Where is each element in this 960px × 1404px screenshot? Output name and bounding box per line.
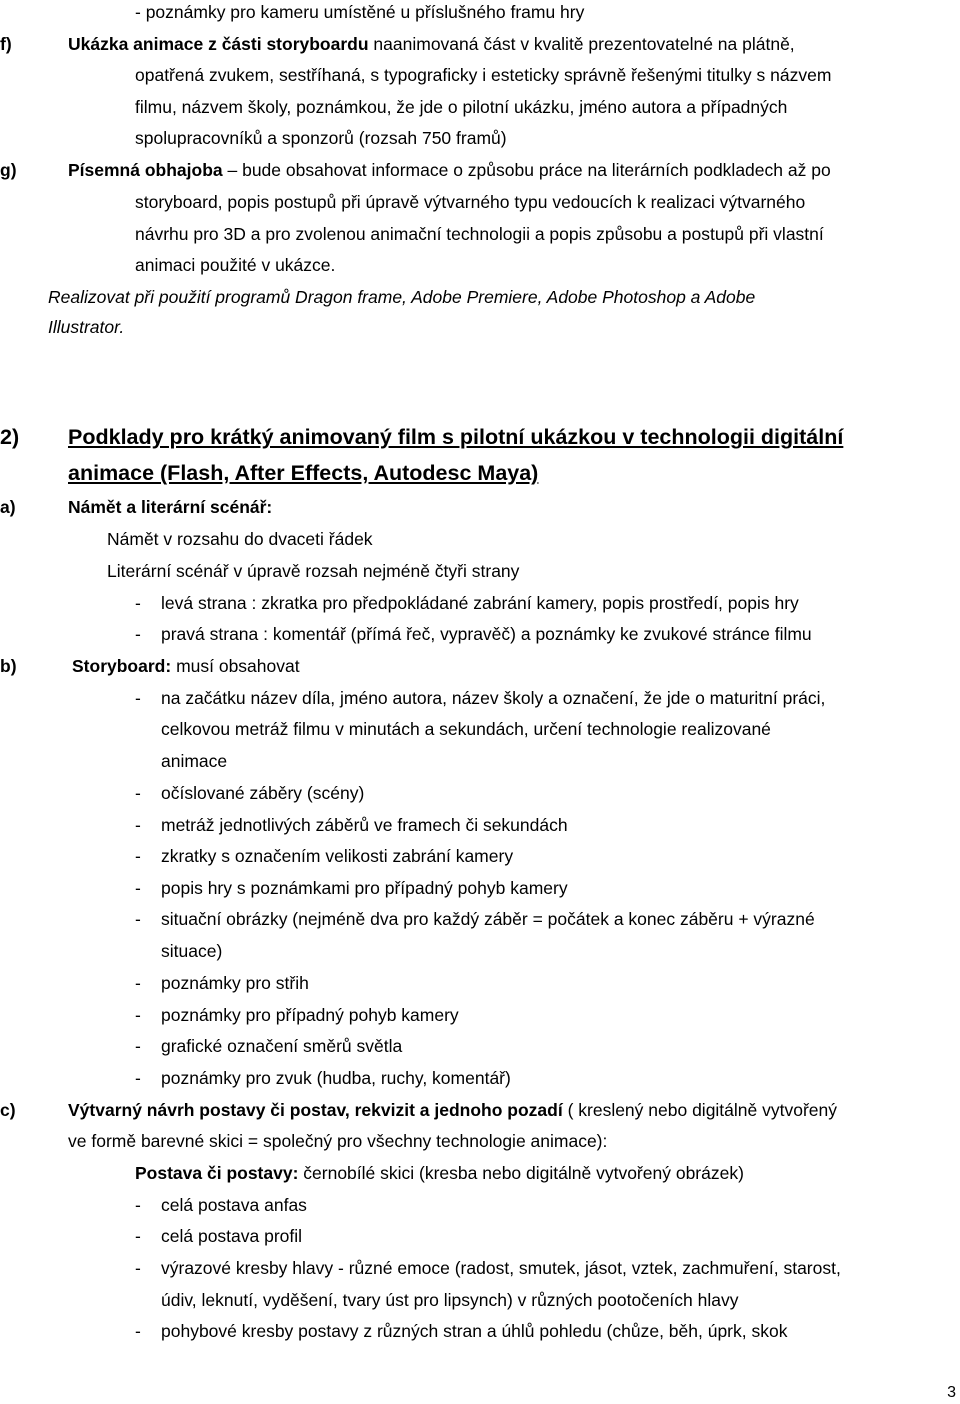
item-b-bullet: očíslované záběry (scény) <box>161 783 365 803</box>
item-c-rest: ( kreslený nebo digitálně vytvořený <box>567 1100 838 1120</box>
item-b-marker: b) <box>0 656 17 676</box>
item-f-title: Ukázka animace z části storyboardu <box>68 34 369 54</box>
page-number: 3 <box>947 1384 956 1401</box>
list-dash: - <box>135 1036 141 1056</box>
item-f-marker: f) <box>0 34 12 54</box>
item-f-line: naanimovaná část v kvalitě prezentovatelné na plátně, <box>373 34 795 54</box>
item-c-bullet: celá postava anfas <box>161 1195 307 1215</box>
item-g-line: storyboard, popis postupů při úpravě výtvarného typu vedoucích k realizaci výtvarného <box>135 192 806 212</box>
list-dash: - <box>135 909 141 929</box>
item-b-bullet-cont: animace <box>161 751 228 771</box>
item-b-bullet: metráž jednotlivých záběrů ve framech či sekundách <box>161 815 568 835</box>
list-dash: - <box>135 973 141 993</box>
list-dash: - <box>135 1321 141 1341</box>
item-b-bullet: situační obrázky (nejméně dva pro každý záběr = počátek a konec záběru + výrazné <box>161 909 815 929</box>
item-a-bullet: pravá strana : komentář (přímá řeč, vypravěč) a poznámky ke zvukové stránce filmu <box>161 624 812 644</box>
item-b-first-line <box>72 654 300 678</box>
item-b-bullet: grafické označení směrů světla <box>161 1036 403 1056</box>
item-g-line: – bude obsahovat informace o způsobu práce na literárních podkladech až po <box>227 160 831 180</box>
list-dash: - <box>135 815 141 835</box>
list-dash: - <box>135 878 141 898</box>
item-f-first-line <box>68 32 795 56</box>
item-g-first-line <box>68 158 831 182</box>
item-c-title: Výtvarný návrh postavy či postav, rekvizit a jednoho pozadí <box>68 1100 563 1120</box>
item-b-bullet-cont: situace) <box>161 941 223 961</box>
item-g-line: animaci použité v ukázce. <box>135 255 336 275</box>
item-a-line: Literární scénář v úpravě rozsah nejméně čtyři strany <box>107 561 520 581</box>
list-dash: - <box>135 783 141 803</box>
item-b-bullet: na začátku název díla, jméno autora, název školy a označení, že jde o maturitní práci, <box>161 688 826 708</box>
item-b-bullet: poznámky pro případný pohyb kamery <box>161 1005 459 1025</box>
list-dash: - <box>135 1226 141 1246</box>
item-c-line: ve formě barevné skici = společný pro všechny technologie animace): <box>68 1131 608 1151</box>
item-a-line: Námět v rozsahu do dvaceti řádek <box>107 529 373 549</box>
item-a-title: Námět a literární scénář: <box>68 497 273 517</box>
list-dash: - <box>135 1005 141 1025</box>
section-2-number: 2) <box>0 425 20 449</box>
list-dash: - <box>135 624 141 644</box>
item-c-bullet-cont: údiv, leknutí, vyděšení, tvary úst pro lipsynch) v různých pootočeních hlavy <box>161 1290 739 1310</box>
list-dash: - <box>135 688 141 708</box>
item-c-marker: c) <box>0 1100 16 1120</box>
item-b-bullet: poznámky pro zvuk (hudba, ruchy, komentář) <box>161 1068 511 1088</box>
item-c-sub-line <box>135 1161 744 1185</box>
software-note-line: Illustrator. <box>48 317 125 337</box>
item-c-sub-title: Postava či postavy: <box>135 1163 299 1183</box>
item-a-bullet: levá strana : zkratka pro předpokládané zabrání kamery, popis prostředí, popis hry <box>161 593 799 613</box>
item-f-line: opatřená zvukem, sestříhaná, s typograficky i esteticky správně řešenými titulky s názvem <box>135 65 832 85</box>
list-dash: - <box>135 1258 141 1278</box>
section-2-title: Podklady pro krátký animovaný film s pilotní ukázkou v technologii digitální <box>68 425 844 449</box>
item-c-bullet: celá postava profil <box>161 1226 303 1246</box>
item-g-title: Písemná obhajoba <box>68 160 223 180</box>
item-b-bullet: zkratky s označením velikosti zabrání kamery <box>161 846 514 866</box>
item-c-bullet: pohybové kresby postavy z různých stran a úhlů pohledu (chůze, běh, úprk, skok <box>161 1321 788 1341</box>
item-c-bullet: výrazové kresby hlavy - různé emoce (radost, smutek, jásot, vztek, zachmuření, starost, <box>161 1258 841 1278</box>
item-c-first-line <box>68 1098 837 1122</box>
item-b-bullet: poznámky pro střih <box>161 973 309 993</box>
item-c-sub-rest: černobílé skici (kresba nebo digitálně vytvořený obrázek) <box>303 1163 744 1183</box>
bullet-camera-notes: - poznámky pro kameru umístěné u příslušného framu hry <box>135 2 585 22</box>
item-f-line: spolupracovníků a sponzorů (rozsah 750 framů) <box>135 128 507 148</box>
item-a-marker: a) <box>0 497 16 517</box>
item-b-rest: musí obsahovat <box>176 656 300 676</box>
list-dash: - <box>135 1068 141 1088</box>
item-b-title: Storyboard: <box>72 656 172 676</box>
list-dash: - <box>135 593 141 613</box>
item-b-bullet: popis hry s poznámkami pro případný pohyb kamery <box>161 878 568 898</box>
software-note-line: Realizovat při použití programů Dragon frame, Adobe Premiere, Adobe Photoshop a Adobe <box>48 287 756 307</box>
list-dash: - <box>135 1195 141 1215</box>
list-dash: - <box>135 846 141 866</box>
section-2-title: animace (Flash, After Effects, Autodesc Maya) <box>68 461 539 485</box>
item-g-line: návrhu pro 3D a pro zvolenou animační technologii a popis způsobu a postupů při vlastní <box>135 224 824 244</box>
item-f-line: filmu, názvem školy, poznámkou, že jde o pilotní ukázku, jméno autora a případných <box>135 97 788 117</box>
item-b-bullet-cont: celkovou metráž filmu v minutách a sekundách, určení technologie realizované <box>161 719 771 739</box>
item-g-marker: g) <box>0 160 17 180</box>
